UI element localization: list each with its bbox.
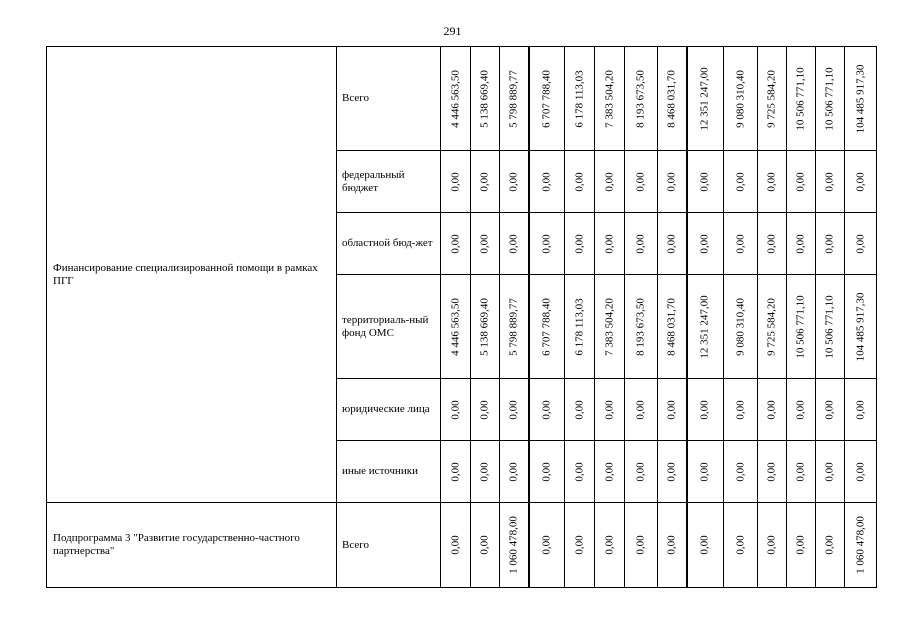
value-text: 4 446 563,50 xyxy=(449,297,461,356)
value-text: 0,00 xyxy=(634,535,647,555)
value-text: 0,00 xyxy=(794,399,807,420)
value-cell xyxy=(441,275,471,379)
value-text: 0,00 xyxy=(634,233,647,254)
value-text: 0,00 xyxy=(478,171,491,192)
value-text: 9 725 584,20 xyxy=(765,69,778,128)
value-cell xyxy=(441,379,471,441)
value-cell xyxy=(529,379,565,441)
value-cell xyxy=(625,441,658,503)
value-cell xyxy=(529,275,565,379)
value-cell xyxy=(565,275,595,379)
value-text: 10 506 771,10 xyxy=(794,294,807,359)
value-text: 0,00 xyxy=(823,171,836,192)
value-text: 0,00 xyxy=(823,461,836,482)
value-cell xyxy=(658,441,687,503)
value-cell xyxy=(565,379,595,441)
value-cell xyxy=(471,441,500,503)
value-text: 0,00 xyxy=(507,461,520,482)
value-text: 0,00 xyxy=(698,233,711,254)
value-cell xyxy=(724,275,758,379)
value-cell xyxy=(845,151,877,213)
value-cell xyxy=(500,47,529,151)
value-text: 0,00 xyxy=(478,233,491,254)
value-text: 10 506 771,10 xyxy=(823,294,836,359)
value-cell xyxy=(845,213,877,275)
value-text: 4 446 563,50 xyxy=(449,69,461,128)
page-number: 291 xyxy=(443,24,462,38)
value-text: 5 138 669,40 xyxy=(478,69,491,128)
value-text: 0,00 xyxy=(823,535,836,555)
value-cell xyxy=(625,213,658,275)
value-cell xyxy=(758,275,787,379)
value-text: 7 383 504,20 xyxy=(603,69,615,128)
value-text: 0,00 xyxy=(765,233,778,254)
section-name: Подпрограмма 3 "Развитие государственно-частного партнерства" xyxy=(47,503,337,588)
value-text: 0,00 xyxy=(794,461,807,482)
value-text: 0,00 xyxy=(823,233,836,254)
value-cell xyxy=(625,503,658,588)
value-cell xyxy=(529,151,565,213)
funding-source: иные источники xyxy=(337,441,441,503)
value-text: 0,00 xyxy=(854,399,866,420)
funding-source: федеральный бюджет xyxy=(337,151,441,213)
value-text: 0,00 xyxy=(765,171,778,192)
value-cell xyxy=(724,213,758,275)
value-cell xyxy=(529,441,565,503)
value-cell xyxy=(471,47,500,151)
value-text: 0,00 xyxy=(698,461,711,482)
value-text: 0,00 xyxy=(823,399,836,420)
value-cell xyxy=(529,503,565,588)
value-text: 0,00 xyxy=(507,171,520,192)
value-cell xyxy=(471,379,500,441)
value-text: 0,00 xyxy=(540,461,553,482)
value-cell xyxy=(595,151,625,213)
value-cell xyxy=(500,275,529,379)
table-row xyxy=(47,47,877,151)
value-text: 9 725 584,20 xyxy=(765,297,778,356)
value-cell xyxy=(816,213,845,275)
value-text: 10 506 771,10 xyxy=(823,66,836,131)
value-text: 0,00 xyxy=(540,233,553,254)
value-text: 8 193 673,50 xyxy=(634,69,647,128)
section-name: Финансирование специализированной помощи в рамках ПГГ xyxy=(47,47,337,503)
value-cell xyxy=(687,275,724,379)
value-text: 0,00 xyxy=(603,233,615,254)
value-text: 0,00 xyxy=(540,535,553,555)
value-cell xyxy=(758,379,787,441)
value-text: 0,00 xyxy=(573,535,585,555)
value-cell xyxy=(500,441,529,503)
value-cell xyxy=(816,441,845,503)
value-text: 0,00 xyxy=(449,171,461,192)
value-cell xyxy=(687,151,724,213)
value-text: 0,00 xyxy=(665,171,678,192)
value-cell xyxy=(565,47,595,151)
value-text: 0,00 xyxy=(698,399,711,420)
value-cell xyxy=(758,47,787,151)
value-text: 0,00 xyxy=(665,399,678,420)
value-cell xyxy=(529,213,565,275)
value-cell xyxy=(724,503,758,588)
value-cell xyxy=(471,503,500,588)
value-cell xyxy=(441,503,471,588)
value-cell xyxy=(758,213,787,275)
value-cell xyxy=(758,503,787,588)
value-text: 8 193 673,50 xyxy=(634,297,647,356)
value-text: 0,00 xyxy=(854,171,866,192)
value-text: 0,00 xyxy=(634,399,647,420)
value-text: 0,00 xyxy=(478,399,491,420)
value-cell xyxy=(687,503,724,588)
value-text: 1 060 478,00 xyxy=(854,516,866,574)
value-text: 5 138 669,40 xyxy=(478,297,491,356)
value-text: 0,00 xyxy=(449,233,461,254)
value-text: 12 351 247,00 xyxy=(698,66,711,131)
value-text: 104 485 917,30 xyxy=(854,292,866,361)
value-text: 0,00 xyxy=(478,461,491,482)
value-text: 6 707 788,40 xyxy=(540,69,553,128)
value-text: 0,00 xyxy=(507,233,520,254)
value-cell xyxy=(471,213,500,275)
value-cell xyxy=(787,275,816,379)
value-cell xyxy=(625,47,658,151)
value-cell xyxy=(658,503,687,588)
value-cell xyxy=(787,151,816,213)
value-cell xyxy=(758,441,787,503)
value-cell xyxy=(787,47,816,151)
value-cell xyxy=(500,151,529,213)
value-cell xyxy=(658,151,687,213)
value-text: 8 468 031,70 xyxy=(665,69,678,128)
value-text: 0,00 xyxy=(603,399,615,420)
value-cell xyxy=(787,379,816,441)
value-text: 0,00 xyxy=(734,535,746,555)
value-cell xyxy=(816,503,845,588)
value-text: 0,00 xyxy=(573,171,585,192)
value-cell xyxy=(687,47,724,151)
value-text: 5 798 889,77 xyxy=(507,297,520,356)
value-text: 6 707 788,40 xyxy=(540,297,553,356)
budget-table xyxy=(46,46,877,588)
value-text: 0,00 xyxy=(540,399,553,420)
value-cell xyxy=(529,47,565,151)
value-cell xyxy=(625,151,658,213)
value-cell xyxy=(724,441,758,503)
value-cell xyxy=(471,151,500,213)
value-cell xyxy=(625,379,658,441)
value-cell xyxy=(845,441,877,503)
value-text: 104 485 917,30 xyxy=(854,64,866,133)
value-text: 0,00 xyxy=(765,461,778,482)
value-text: 0,00 xyxy=(449,461,461,482)
value-cell xyxy=(441,441,471,503)
value-cell xyxy=(816,379,845,441)
value-cell xyxy=(658,47,687,151)
value-text: 0,00 xyxy=(734,461,746,482)
value-text: 0,00 xyxy=(540,171,553,192)
value-text: 0,00 xyxy=(698,535,711,555)
value-text: 0,00 xyxy=(478,535,491,555)
value-cell xyxy=(845,275,877,379)
value-cell xyxy=(724,47,758,151)
value-cell xyxy=(816,151,845,213)
value-cell xyxy=(687,213,724,275)
value-text: 0,00 xyxy=(794,535,807,555)
value-cell xyxy=(787,503,816,588)
value-cell xyxy=(441,47,471,151)
value-text: 0,00 xyxy=(573,399,585,420)
value-cell xyxy=(625,275,658,379)
value-text: 0,00 xyxy=(573,233,585,254)
value-text: 7 383 504,20 xyxy=(603,297,615,356)
value-cell xyxy=(565,503,595,588)
value-cell xyxy=(816,275,845,379)
value-cell xyxy=(687,379,724,441)
value-cell xyxy=(845,47,877,151)
value-text: 0,00 xyxy=(734,399,746,420)
value-text: 0,00 xyxy=(765,399,778,420)
value-text: 5 798 889,77 xyxy=(507,69,520,128)
value-text: 0,00 xyxy=(794,171,807,192)
value-cell xyxy=(687,441,724,503)
value-text: 0,00 xyxy=(573,461,585,482)
value-text: 0,00 xyxy=(665,461,678,482)
value-cell xyxy=(471,275,500,379)
value-cell xyxy=(845,503,877,588)
value-cell xyxy=(595,47,625,151)
value-text: 1 060 478,00 xyxy=(507,516,520,574)
value-text: 0,00 xyxy=(634,171,647,192)
value-text: 6 178 113,03 xyxy=(573,69,585,128)
value-cell xyxy=(787,441,816,503)
value-cell xyxy=(787,213,816,275)
value-cell xyxy=(595,503,625,588)
value-text: 0,00 xyxy=(734,233,746,254)
value-text: 0,00 xyxy=(449,399,461,420)
value-cell xyxy=(658,275,687,379)
value-cell xyxy=(724,379,758,441)
value-text: 0,00 xyxy=(734,171,746,192)
value-text: 9 080 310,40 xyxy=(734,69,746,128)
value-cell xyxy=(658,213,687,275)
value-cell xyxy=(565,151,595,213)
value-text: 12 351 247,00 xyxy=(698,294,711,359)
value-text: 0,00 xyxy=(603,535,615,555)
value-cell xyxy=(816,47,845,151)
value-cell xyxy=(500,379,529,441)
value-cell xyxy=(500,213,529,275)
value-text: 0,00 xyxy=(603,171,615,192)
value-text: 6 178 113,03 xyxy=(573,297,585,356)
value-cell xyxy=(595,379,625,441)
funding-source: Всего xyxy=(337,47,441,151)
funding-source: территориаль-ный фонд ОМС xyxy=(337,275,441,379)
value-cell xyxy=(658,379,687,441)
value-text: 0,00 xyxy=(854,461,866,482)
value-text: 0,00 xyxy=(507,399,520,420)
value-cell xyxy=(595,441,625,503)
value-text: 0,00 xyxy=(794,233,807,254)
value-cell xyxy=(441,213,471,275)
value-text: 0,00 xyxy=(765,535,778,555)
value-text: 0,00 xyxy=(665,233,678,254)
funding-source: Всего xyxy=(337,503,441,588)
value-text: 0,00 xyxy=(854,233,866,254)
value-text: 0,00 xyxy=(634,461,647,482)
funding-source: областной бюд-жет xyxy=(337,213,441,275)
value-cell xyxy=(758,151,787,213)
value-cell xyxy=(595,213,625,275)
value-text: 0,00 xyxy=(665,535,678,555)
value-cell xyxy=(500,503,529,588)
value-text: 0,00 xyxy=(698,171,711,192)
value-cell xyxy=(724,151,758,213)
table-row xyxy=(47,503,877,588)
value-cell xyxy=(845,379,877,441)
value-cell xyxy=(565,213,595,275)
value-cell xyxy=(565,441,595,503)
value-cell xyxy=(595,275,625,379)
value-text: 0,00 xyxy=(449,535,461,555)
value-text: 9 080 310,40 xyxy=(734,297,746,356)
funding-source: юридические лица xyxy=(337,379,441,441)
value-cell xyxy=(441,151,471,213)
value-text: 10 506 771,10 xyxy=(794,66,807,131)
value-text: 8 468 031,70 xyxy=(665,297,678,356)
value-text: 0,00 xyxy=(603,461,615,482)
